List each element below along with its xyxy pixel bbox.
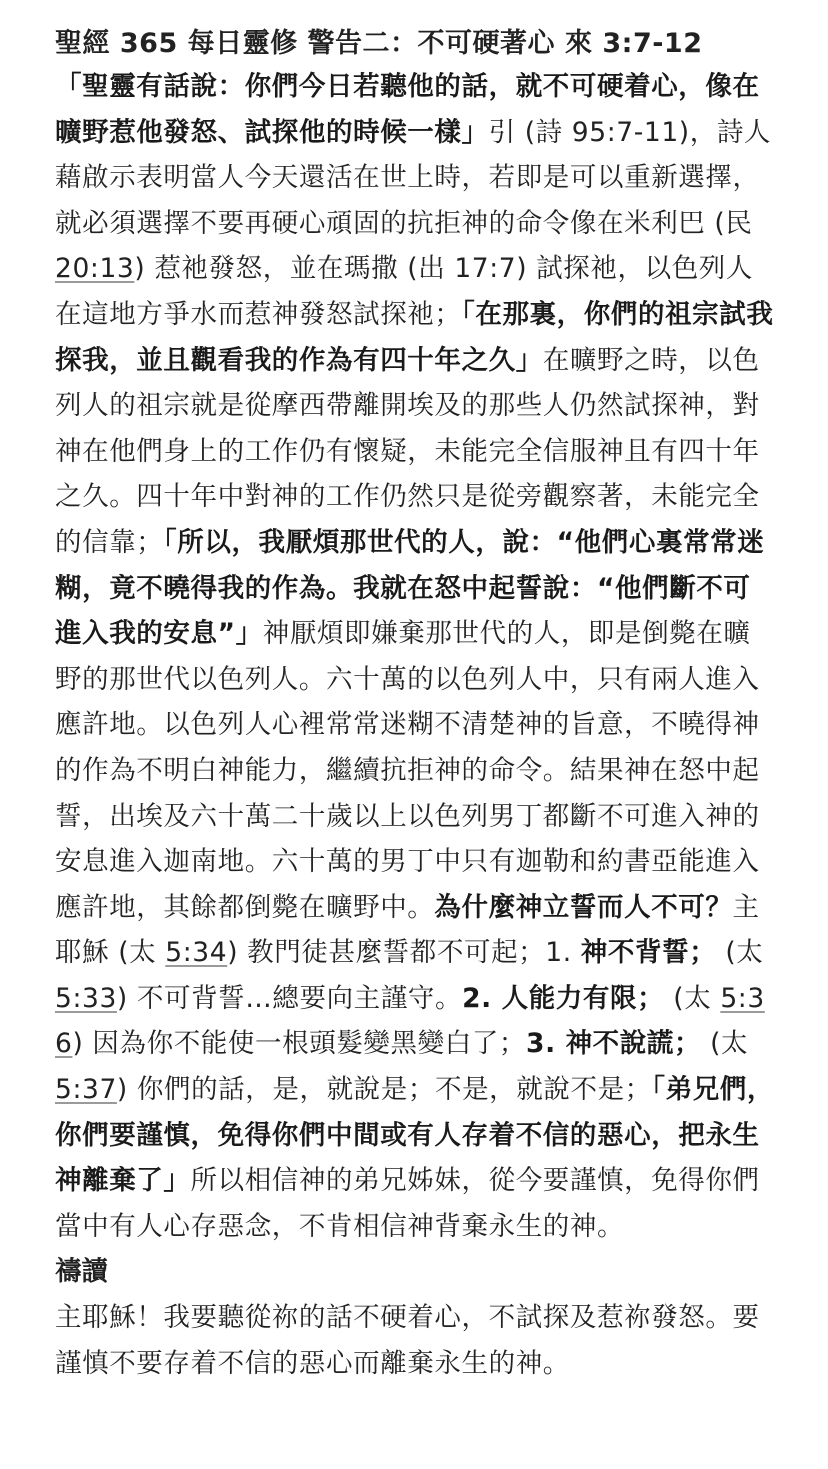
- body-span: ) 你們的話，是，就說是；不是，就說不是；: [116, 1074, 652, 1106]
- bold-question: 為什麼神立誓而人不可？: [434, 891, 733, 923]
- body-span: (太: [664, 982, 721, 1014]
- prayer-text: 主耶穌！我要聽從祢的話不硬着心，不試探及惹祢發怒。要謹慎不要存着不信的惡心而離棄永生的神。: [55, 1302, 760, 1379]
- body-span: 引 (詩 95:7-11)，詩人藉啟示表明當人今天還活在世上時，若即是可以重新選擇，就必須選擇不要再硬心頑固的抗拒神的命令像在米利巴 (民: [55, 116, 772, 239]
- scripture-reference[interactable]: 5:36: [55, 982, 765, 1060]
- prayer-heading: 禱讀: [55, 1256, 108, 1288]
- bold-quote: 「在那裏，你們的祖宗試我探我，並且觀看我的作為有四十年之久」: [55, 298, 774, 376]
- body-span: 在曠野之時，以色列人的祖宗就是從摩西帶離開埃及的那些人仍然試探神，對神在他們身上的工作仍有懷疑，未能完全信服神且有四十年之久。四十年中對神的工作仍然只是從旁觀察著，未能完全的信靠；: [55, 344, 760, 558]
- bold-point: 2. 人能力有限；: [462, 982, 665, 1014]
- scripture-reference[interactable]: 5:34: [165, 937, 228, 969]
- devotional-title: 聖經 365 每日靈修 警告二：不可硬著心 來 3:7-12: [55, 28, 703, 59]
- body-span: ) 因為你不能使一根頭髮變黑變白了；: [72, 1028, 527, 1060]
- body-span: ) 不可背誓…總要向主謹守。: [116, 982, 463, 1014]
- scripture-reference[interactable]: 20:13: [55, 253, 135, 285]
- bold-point: 3. 神不說謊；: [526, 1028, 702, 1060]
- body-span: (太: [716, 937, 764, 969]
- body-span: 所以相信神的弟兄姊妹，從今要謹慎，免得你們當中有人心存惡念，不肯相信神背棄永生的神。: [55, 1165, 760, 1242]
- body-span: 主耶穌 (太: [55, 891, 760, 969]
- bold-point: 神不背誓；: [580, 937, 717, 969]
- devotional-page: [55, 24, 775, 1386]
- scripture-reference[interactable]: 5:37: [55, 1074, 117, 1106]
- body-span: 神厭煩即嫌棄那世代的人，即是倒斃在曠野的那世代以色列人。六十萬的以色列人中，只有兩人進入應許地。以色列人心裡常常迷糊不清楚神的旨意，不曉得神的作為不明白神能力，繼續抗拒神的命令。結果神在怒中起誓，出埃及六十萬二十歲以上以色列男丁都斷不可進入神的安息進入迦南地。六十萬的男丁中只有迦勒和約書亞能進入應許地，其餘都倒斃在曠野中。: [55, 618, 760, 923]
- body-span: ) 教門徒甚麼誓都不可起；1.: [227, 937, 581, 969]
- body-span: (太: [701, 1028, 749, 1060]
- devotional-body: [55, 64, 775, 1249]
- body-span: ) 惹祂發怒，並在瑪撒 (出 17:7) 試探祂，以色列人在這地方爭水而惹神發怒試探祂；: [55, 253, 753, 330]
- bold-quote: 「弟兄們，你們要謹慎，免得你們中間或有人存着不信的惡心，把永生神離棄了」: [55, 1074, 775, 1197]
- scripture-reference[interactable]: 5:33: [55, 982, 117, 1014]
- bold-quote: 「聖靈有話說：你們今日若聽他的話，就不可硬着心，像在曠野惹他發怒、試探他的時候一樣」: [55, 71, 760, 148]
- bold-quote: 「所以，我厭煩那世代的人，說：“他們心裏常常迷糊，竟不曉得我的作為。我就在怒中起誓說：“他們斷不可進入我的安息”」: [55, 526, 765, 650]
